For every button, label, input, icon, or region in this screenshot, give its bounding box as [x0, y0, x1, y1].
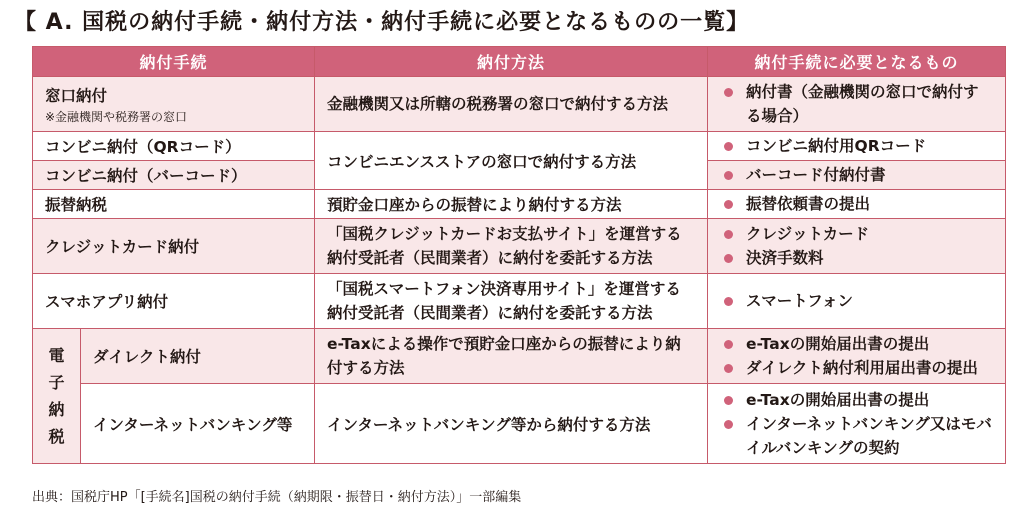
procedure-cell: [33, 77, 315, 132]
requirements-cell: [708, 132, 1006, 161]
procedure-cell: スマホアプリ納付: [33, 274, 315, 329]
requirements-cell: [708, 219, 1006, 274]
table-row: [33, 132, 1006, 161]
requirements-cell: [708, 274, 1006, 329]
table-row: [33, 329, 1006, 384]
procedure-cell: 振替納税: [33, 190, 315, 219]
header-procedure: 納付手続: [33, 47, 315, 77]
table-row: [33, 190, 1006, 219]
header-requirements: 納付手続に必要となるもの: [708, 47, 1006, 77]
requirement-item: 決済手数料: [720, 246, 993, 270]
method-cell: 「国税スマートフォン決済専用サイト」を運営する納付受託者（民間業者）に納付を委託する方法: [315, 274, 708, 329]
procedure-cell: インターネットバンキング等: [81, 384, 315, 464]
requirements-cell: [708, 329, 1006, 384]
requirements-cell: [708, 161, 1006, 190]
requirement-item: スマートフォン: [720, 289, 993, 313]
source-note: 出典：国税庁HP「[手続名]国税の納付手続（納期限・振替日・納付方法）」一部編集: [32, 490, 522, 505]
procedure-cell: ダイレクト納付: [81, 329, 315, 384]
method-cell: コンビニエンスストアの窓口で納付する方法: [315, 132, 708, 190]
requirement-item: 振替依頼書の提出: [720, 192, 993, 216]
table-row: [33, 384, 1006, 464]
table-row: [33, 77, 1006, 132]
requirement-item: インターネットバンキング又はモバイルバンキングの契約: [720, 412, 993, 460]
header-method: 納付方法: [315, 47, 708, 77]
method-cell: インターネットバンキング等から納付する方法: [315, 384, 708, 464]
procedure-note: ※金融機関や税務署の窓口: [45, 109, 188, 124]
requirements-cell: [708, 384, 1006, 464]
table-row: [33, 219, 1006, 274]
requirement-item: e-Taxの開始届出書の提出: [720, 388, 993, 412]
method-cell: 預貯金口座からの振替により納付する方法: [315, 190, 708, 219]
requirement-item: バーコード付納付書: [720, 163, 993, 187]
procedure-label: 窓口納付: [45, 86, 108, 105]
requirement-item: 納付書（金融機関の窓口で納付する場合）: [720, 80, 993, 128]
procedure-cell: コンビニ納付（QRコード）: [33, 132, 315, 161]
table-header-row: [33, 47, 1006, 77]
payment-methods-table: [32, 46, 1006, 464]
requirement-item: クレジットカード: [720, 222, 993, 246]
procedure-cell: コンビニ納付（バーコード）: [33, 161, 315, 190]
electronic-tax-group-label: 電 子 納 税: [33, 329, 81, 464]
method-cell: e-Taxによる操作で預貯金口座からの振替により納付する方法: [315, 329, 708, 384]
requirement-item: ダイレクト納付利用届出書の提出: [720, 356, 993, 380]
requirement-item: コンビニ納付用QRコード: [720, 134, 993, 158]
method-cell: 金融機関又は所轄の税務署の窓口で納付する方法: [315, 77, 708, 132]
table-row: [33, 274, 1006, 329]
page-title: 【 A. 国税の納付手続・納付方法・納付手続に必要となるものの一覧】: [14, 10, 750, 35]
requirement-item: e-Taxの開始届出書の提出: [720, 332, 993, 356]
procedure-cell: クレジットカード納付: [33, 219, 315, 274]
requirements-cell: [708, 190, 1006, 219]
requirements-cell: [708, 77, 1006, 132]
method-cell: 「国税クレジットカードお支払サイト」を運営する納付受託者（民間業者）に納付を委託する方法: [315, 219, 708, 274]
